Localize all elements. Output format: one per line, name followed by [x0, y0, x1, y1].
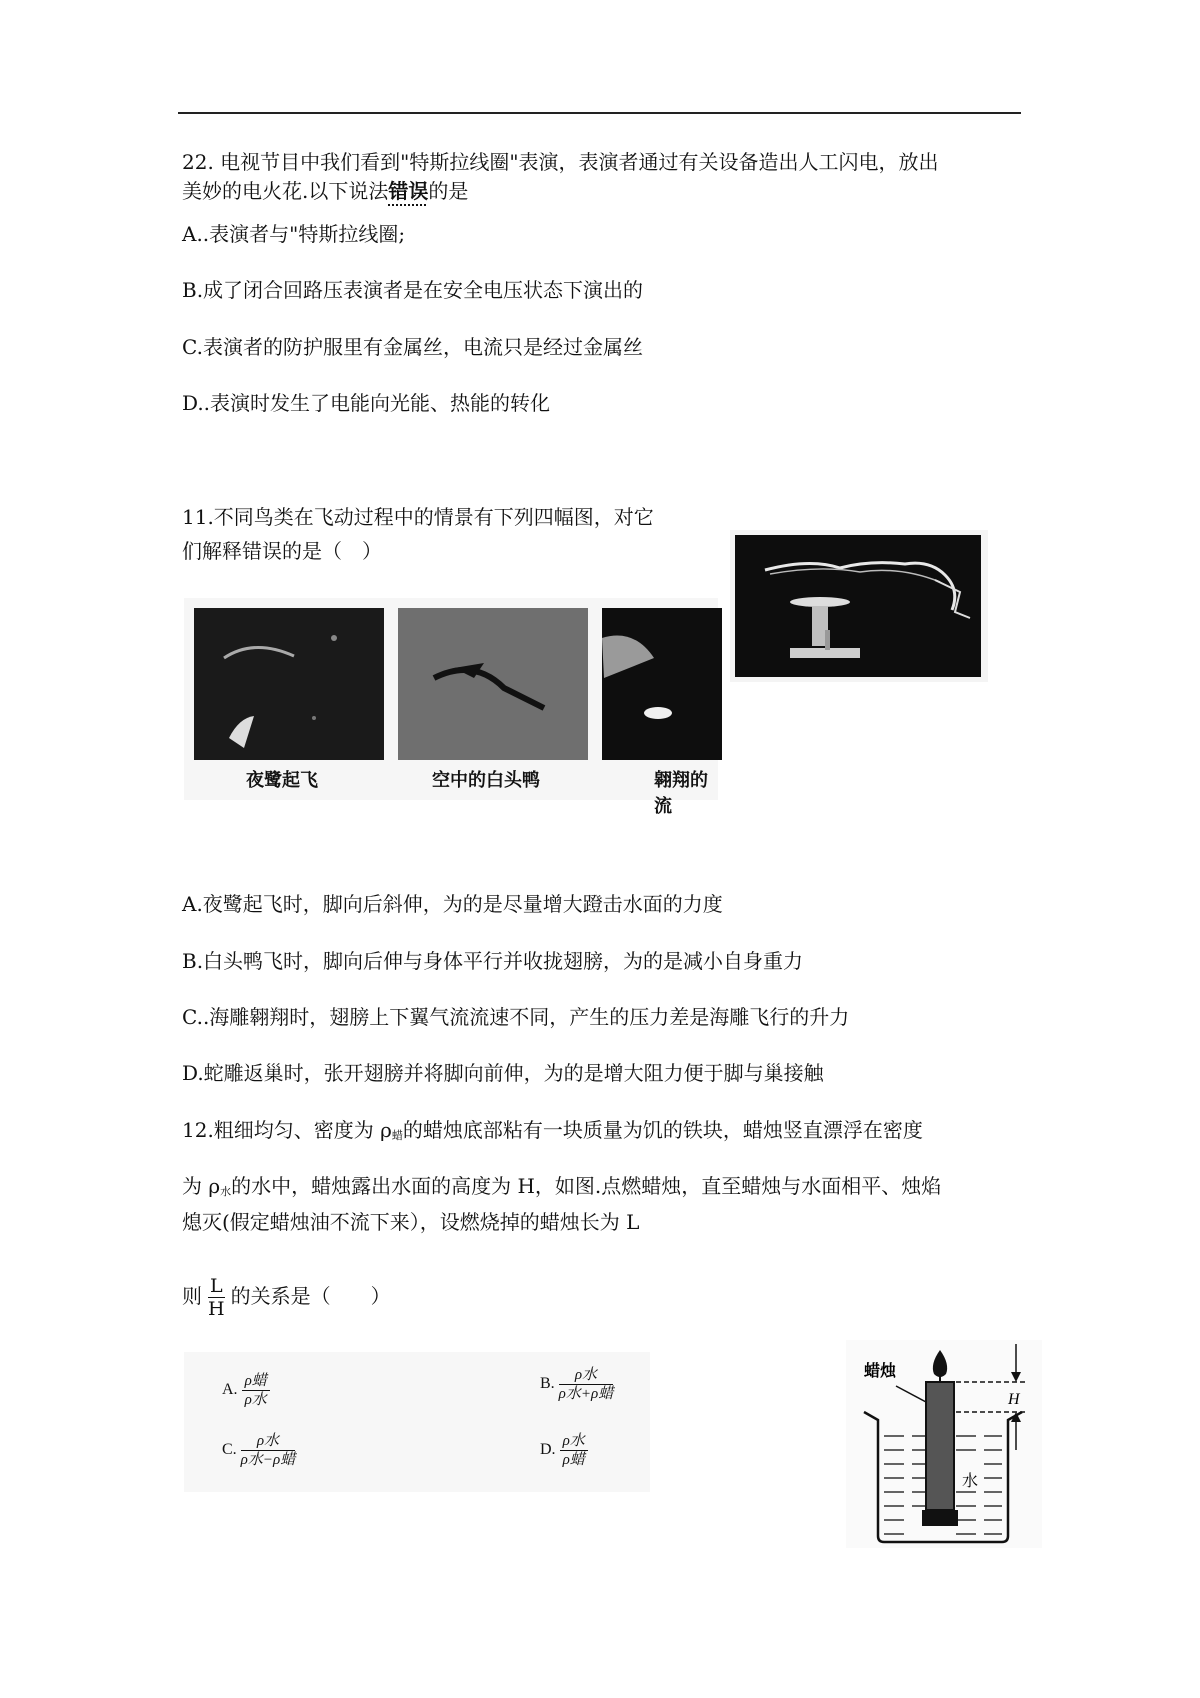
bird-photos-strip	[184, 598, 718, 817]
candle	[926, 1382, 954, 1510]
q12-option-b-den: ρ水+ρ蜡	[558, 1386, 614, 1402]
q11-option-d: D.蛇雕返巢时，张开翅膀并将脚向前伸，为的是增大阻力便于脚与巢接触	[182, 1061, 824, 1085]
q12-line4-a: 则	[182, 1284, 202, 1308]
q12-option-d-frac	[560, 1432, 588, 1469]
q12-line1-b: 的蜡烛底部粘有一块质量为饥的铁块，蜡烛竖直漂浮在密度	[402, 1118, 923, 1142]
tesla-coil-photo	[730, 530, 988, 682]
candle-beaker-diagram	[846, 1340, 1042, 1548]
l-over-h-fraction	[208, 1275, 225, 1320]
q22-option-c: C.表演者的防护服里有金属丝，电流只是经过金属丝	[182, 335, 643, 359]
q12-option-d-num: ρ水	[560, 1432, 588, 1451]
q12-option-d	[540, 1432, 588, 1469]
h-label: H	[1008, 1391, 1020, 1408]
q22-line2-b: 的是	[428, 179, 469, 203]
q12-line4-b: 的关系是（ ）	[230, 1284, 391, 1308]
q22-line2-a: 美妙的电火花.以下说法	[182, 179, 389, 203]
q12-option-b-num: ρ水	[559, 1366, 614, 1385]
q12-option-a	[222, 1372, 270, 1409]
header-rule	[178, 112, 1021, 114]
q12-option-c-frac	[241, 1432, 296, 1469]
q12-option-c-den: ρ水−ρ蜡	[240, 1452, 296, 1468]
q12-option-b	[540, 1366, 613, 1403]
q12-option-a-den: ρ水	[244, 1392, 267, 1408]
q12-line1	[182, 1116, 923, 1150]
q12-option-b-label: B.	[540, 1375, 555, 1393]
caption-night-heron: 夜鹭起飞	[246, 770, 318, 791]
q11-line1: 11.不同鸟类在飞动过程中的情景有下列四幅图，对它	[182, 505, 654, 529]
fraction-denominator: H	[208, 1298, 225, 1320]
q22-emphasis: 错误	[388, 179, 429, 203]
q12-line4	[182, 1266, 391, 1326]
q11-line2: 们解释错误的是（ ）	[182, 539, 382, 563]
fraction-numerator: L	[210, 1275, 223, 1297]
q12-option-a-label: A.	[222, 1381, 238, 1399]
q12-line1-a: 12.粗细均匀、密度为 ρ	[182, 1118, 392, 1142]
q12-line2-a: 为 ρ	[182, 1174, 221, 1198]
q22-line2	[182, 177, 468, 205]
q22-option-a: A..表演者与"特斯拉线圈;	[182, 222, 406, 246]
q12-option-c-num: ρ水	[241, 1432, 296, 1451]
q11-option-b: B.白头鸭飞时，脚向后伸与身体平行并收拢翅膀，为的是减小自身重力	[182, 949, 804, 973]
water-label: 水	[962, 1471, 979, 1490]
iron-block	[922, 1510, 958, 1526]
caption-white-headed-duck: 空中的白头鸭	[432, 770, 540, 791]
q12-line2	[182, 1172, 941, 1206]
q12-option-c	[222, 1432, 295, 1469]
q12-option-c-label: C.	[222, 1441, 237, 1459]
q11-option-a: A.夜鹭起飞时，脚向后斜伸，为的是尽量增大蹬击水面的力度	[182, 892, 723, 916]
q12-option-b-frac	[559, 1366, 614, 1403]
q12-options-box	[184, 1352, 650, 1492]
q11-option-c: C..海雕翱翔时，翅膀上下翼气流流速不同，产生的压力差是海雕飞行的升力	[182, 1005, 850, 1029]
q22-line1: 22. 电视节目中我们看到"特斯拉线圈"表演，表演者通过有关设备造出人工闪电，放出	[182, 150, 939, 174]
q12-line2-b: 的水中，蜡烛露出水面的高度为 H，如图.点燃蜡烛，直至蜡烛与水面相平、烛焰	[231, 1174, 942, 1198]
q22-option-d: D..表演时发生了电能向光能、热能的转化	[182, 391, 551, 415]
q22-option-b: B.成了闭合回路压表演者是在安全电压状态下演出的	[182, 278, 644, 302]
q12-option-a-frac	[242, 1372, 270, 1409]
q12-line2-sub: 水	[220, 1185, 232, 1198]
caption-soaring: 翱翔的流	[654, 770, 708, 817]
q12-line3: 熄灭(假定蜡烛油不流下来），设燃烧掉的蜡烛长为 L	[182, 1210, 640, 1234]
q12-option-d-label: D.	[540, 1441, 556, 1459]
q12-option-a-num: ρ蜡	[242, 1372, 270, 1391]
q12-option-d-den: ρ蜡	[562, 1452, 585, 1468]
candle-label: 蜡烛	[864, 1361, 897, 1380]
q12-line1-sub: 蜡	[391, 1129, 403, 1142]
